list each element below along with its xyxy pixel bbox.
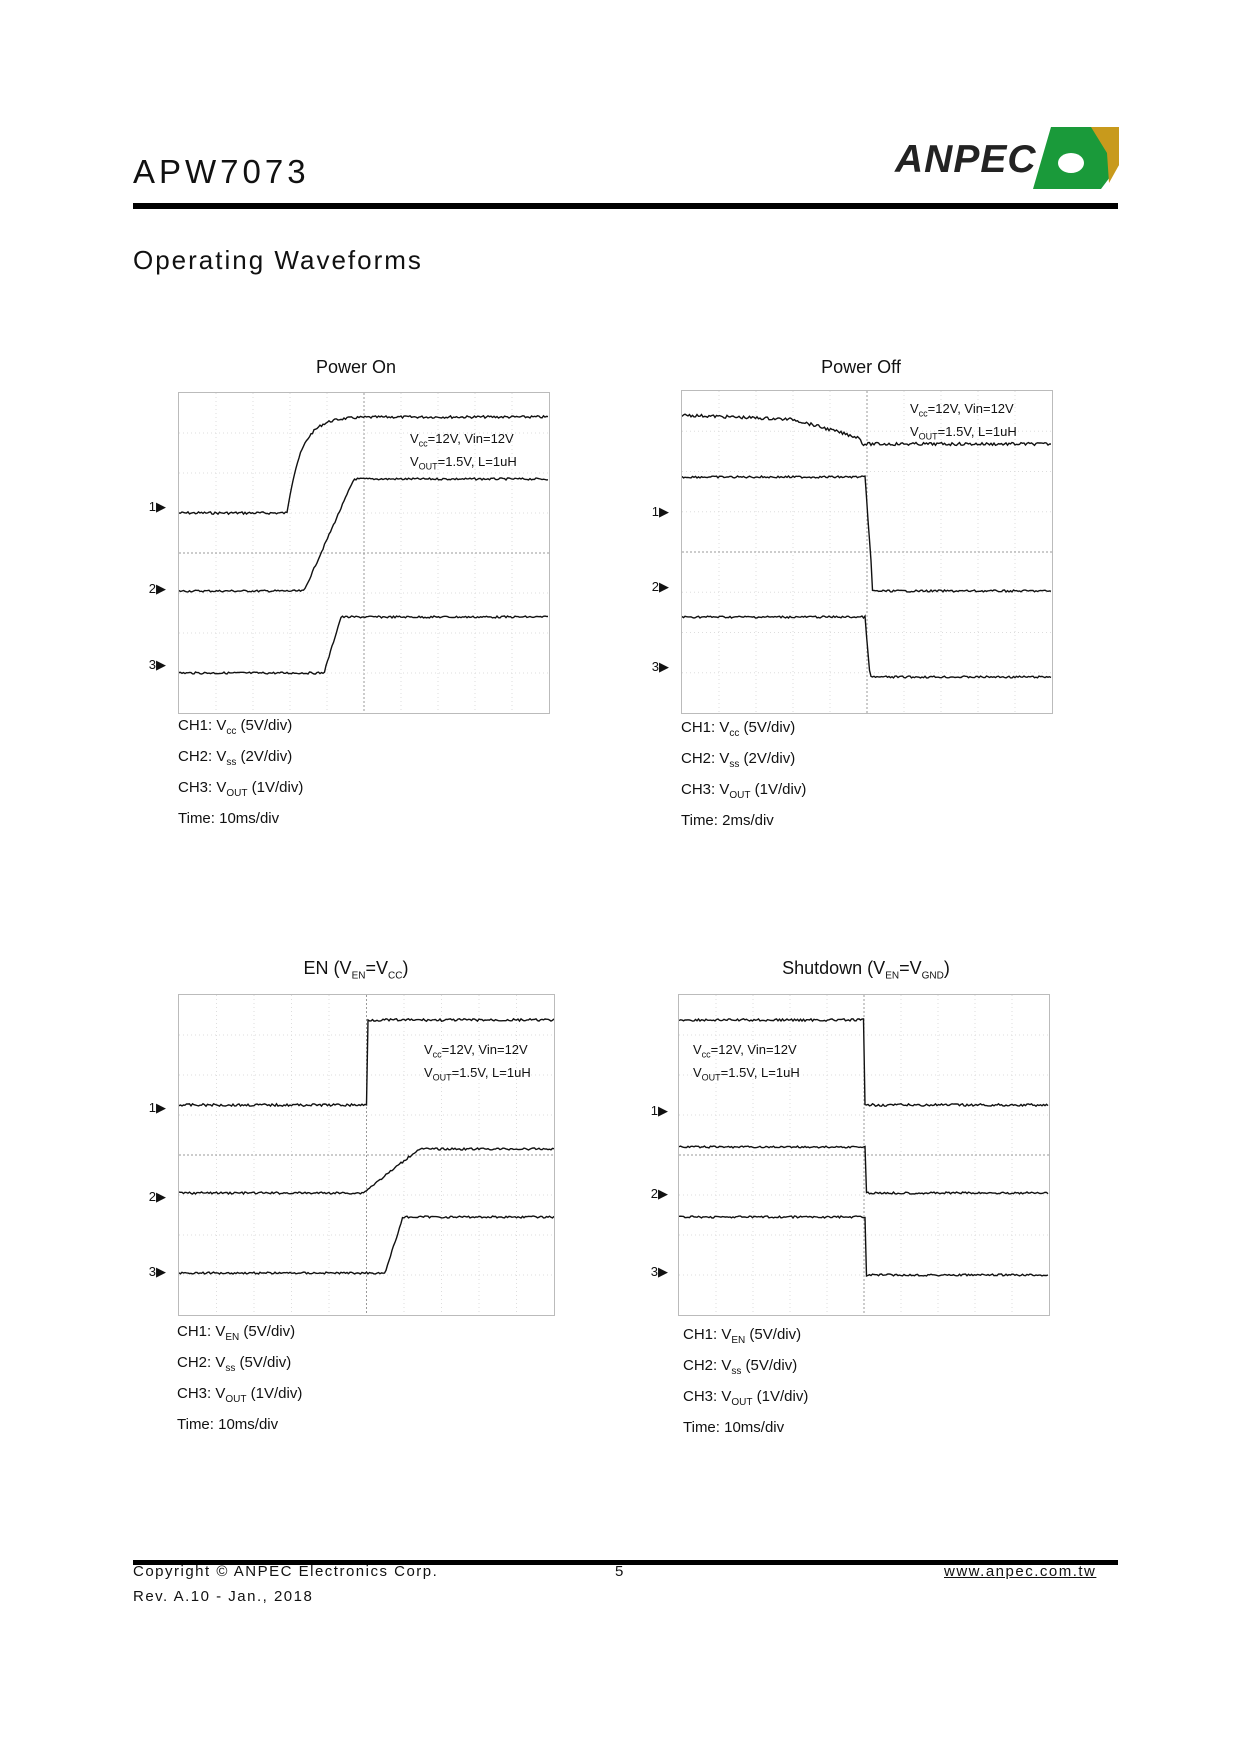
channel-2-marker: 2▶	[650, 1186, 668, 1201]
legend-power-off: CH1: $V_{cc}$ (5V/div) CH2: $V_{ss}$ (2V/div) CH3: $V_{OUT}$ (1V/div) Time: 2ms/div	[681, 719, 807, 829]
waveform-trace	[682, 476, 1051, 592]
revision: Rev. A.10 - Jan., 2018	[133, 1588, 314, 1605]
waveform-trace	[679, 1146, 1048, 1194]
channel-1-marker: 1▶	[650, 1103, 668, 1118]
legend-shutdown: CH1: $V_{EN}$ (5V/div) CH2: $V_{ss}$ (5V/div) CH3: $V_{OUT}$ (1V/div) Time: 10ms/div	[683, 1326, 809, 1436]
logo-text: ANPEC	[895, 138, 1037, 181]
website-link[interactable]: www.anpec.com.tw	[944, 1563, 1097, 1580]
panel-title-shutdown: Shutdown $(V_{EN}=V_{GND})$	[782, 958, 950, 982]
section-title: Operating Waveforms	[133, 245, 423, 275]
conditions-en: $V_{cc}=12V$, Vin=12V $V_{OUT}=1.5V$, L=1uH	[424, 1042, 531, 1083]
channel-3-marker: 3▶	[148, 657, 166, 672]
channel-1-marker: 1▶	[651, 504, 669, 519]
channel-3-marker: 3▶	[650, 1264, 668, 1279]
page-number: 5	[615, 1563, 625, 1580]
header-rule	[133, 203, 1118, 209]
channel-3-marker: 3▶	[651, 659, 669, 674]
channel-3-marker: 3▶	[148, 1264, 166, 1279]
panel-title-power-on: Power On	[315, 357, 397, 377]
conditions-power-on: $V_{cc}=12V$, Vin=12V $V_{OUT}=1.5V$, L=1uH	[410, 431, 517, 472]
conditions-power-off: $V_{cc}=12V$, Vin=12V $V_{OUT}=1.5V$, L=1uH	[910, 401, 1017, 442]
panel-title-en: EN $(V_{EN}=V_{CC})$	[303, 958, 409, 982]
panel-title-power-off: Power Off	[821, 357, 901, 377]
anpec-logo	[895, 120, 1120, 195]
channel-1-marker: 1▶	[148, 1100, 166, 1115]
part-number: APW7073	[133, 153, 310, 190]
channel-2-marker: 2▶	[148, 581, 166, 596]
channel-1-marker: 1▶	[148, 499, 166, 514]
logo-mark-icon	[1029, 125, 1119, 191]
copyright: Copyright © ANPEC Electronics Corp.	[133, 1563, 439, 1580]
conditions-shutdown: $V_{cc}=12V$, Vin=12V $V_{OUT}=1.5V$, L=1uH	[693, 1042, 800, 1083]
legend-en: CH1: $V_{EN}$ (5V/div) CH2: $V_{ss}$ (5V/div) CH3: $V_{OUT}$ (1V/div) Time: 10ms/div	[177, 1323, 303, 1433]
channel-2-marker: 2▶	[148, 1189, 166, 1204]
channel-2-marker: 2▶	[651, 579, 669, 594]
legend-power-on: CH1: $V_{cc}$ (5V/div) CH2: $V_{ss}$ (2V/div) CH3: $V_{OUT}$ (1V/div) Time: 10ms/div	[178, 717, 304, 827]
